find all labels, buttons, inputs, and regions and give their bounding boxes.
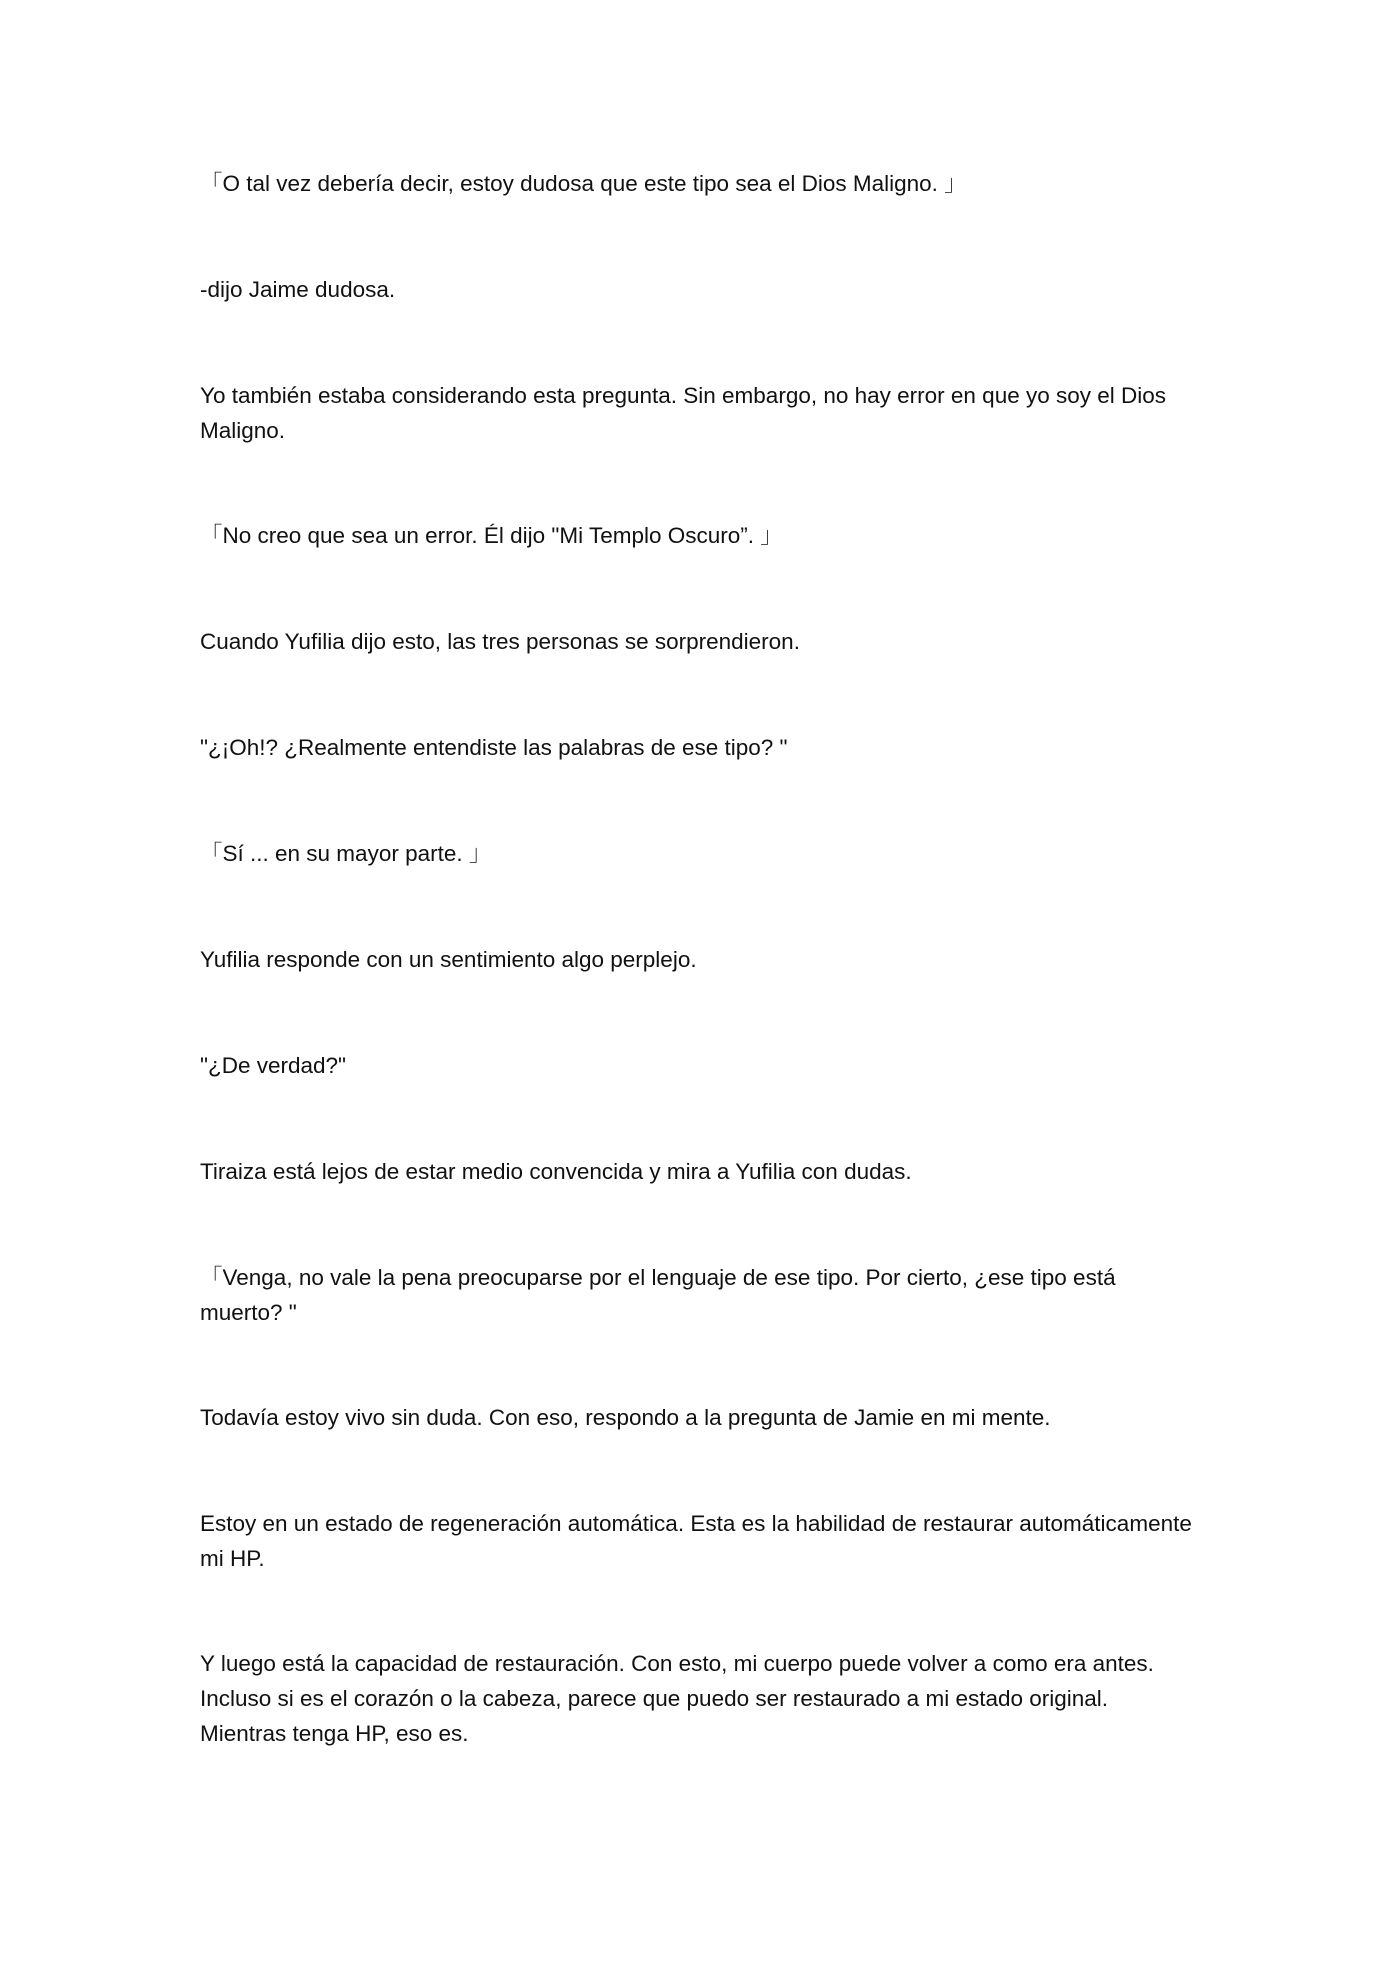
paragraph: Todavía estoy vivo sin duda. Con eso, respondo a la pregunta de Jamie en mi mente. [200,1405,1051,1430]
paragraph: Y luego está la capacidad de restauración. Con esto, mi cuerpo puede volver a como era antes. Incluso si es el corazón o la cabeza, parece que puedo ser restaurado a mi estado original. Mientras tenga HP, eso es. [200,1651,1154,1746]
paragraph: Yo también estaba considerando esta pregunta. Sin embargo, no hay error en que yo soy el Dios Maligno. [200,383,1167,443]
paragraph: Yufilia responde con un sentimiento algo perplejo. [200,947,697,972]
paragraph: Estoy en un estado de regeneración automática. Esta es la habilidad de restaurar automáticamente mi HP. [200,1511,1192,1571]
paragraph: "¿¡Oh!? ¿Realmente entendiste las palabras de ese tipo? " [200,735,788,760]
paragraph: -dijo Jaime dudosa. [200,277,396,302]
paragraph: 「No creo que sea un error. Él dijo "Mi Templo Oscuro”. 」 [200,523,783,548]
paragraph: 「Sí ... en su mayor parte. 」 [200,841,492,866]
paragraph: Cuando Yufilia dijo esto, las tres personas se sorprendieron. [200,629,800,654]
paragraph: Tiraiza está lejos de estar medio convencida y mira a Yufilia con dudas. [200,1159,912,1184]
paragraph: "¿De verdad?" [200,1053,347,1078]
paragraph: 「Venga, no vale la pena preocuparse por el lenguaje de ese tipo. Por cierto, ¿ese tipo está muerto? " [200,1265,1116,1325]
paragraph: 「O tal vez debería decir, estoy dudosa que este tipo sea el Dios Maligno. 」 [200,171,967,196]
